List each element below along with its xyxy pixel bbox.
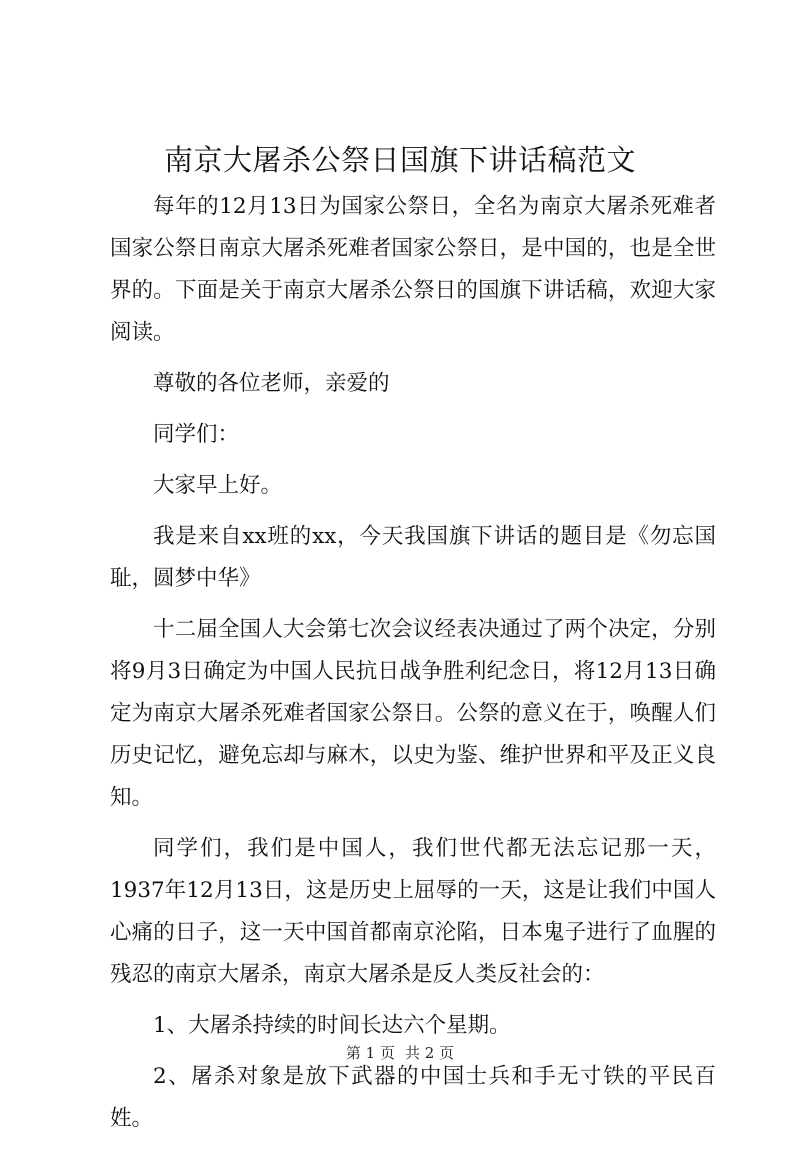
document-body (110, 186, 716, 1149)
paragraph-greeting: 大家早上好。 (153, 473, 283, 498)
paragraph-history: 同学们，我们是中国人，我们世代都无法忘记那一天，1937年12月13日，这是历史上屈辱的一天，这是让我们中国人心痛的日子，这一天中国首都南京沦陷，日本鬼子进行了血腥的残忍的南京大屠杀，南京大屠杀是反人类反社会的： (110, 836, 716, 987)
paragraph-salutation: 尊敬的各位老师，亲爱的 (153, 371, 390, 396)
page-total: 共 2 页 (405, 1044, 455, 1062)
paragraph-speech-topic: 我是来自xx班的xx，今天我国旗下讲话的题目是《勿忘国耻，圆梦中华》 (110, 524, 716, 591)
page-number: 第 1 页 (345, 1044, 395, 1062)
paragraph-intro: 每年的12月13日为国家公祭日，全名为南京大屠杀死难者国家公祭日南京大屠杀死难者国家公祭日，是中国的，也是全世界的。下面是关于南京大屠杀公祭日的国旗下讲话稿，欢迎大家阅读。 (110, 194, 716, 345)
list-item-duration: 1、大屠杀持续的时间长达六个星期。 (153, 1013, 511, 1038)
paragraph-memorial-decision: 十二届全国人大会第七次会议经表决通过了两个决定，分别将9月3日确定为中国人民抗日战争胜利纪念日，将12月13日确定为南京大屠杀死难者国家公祭日。公祭的意义在于，唤醒人们历史记忆，避免忘却与麻木，以史为鉴、维护世界和平及正义良知。 (110, 617, 716, 810)
paragraph-classmates: 同学们： (153, 422, 240, 447)
page-footer (0, 1043, 800, 1063)
list-item-victims: 2、屠杀对象是放下武器的中国士兵和手无寸铁的平民百姓。 (110, 1064, 716, 1131)
document-title: 南京大屠杀公祭日国旗下讲话稿范文 (163, 143, 636, 177)
